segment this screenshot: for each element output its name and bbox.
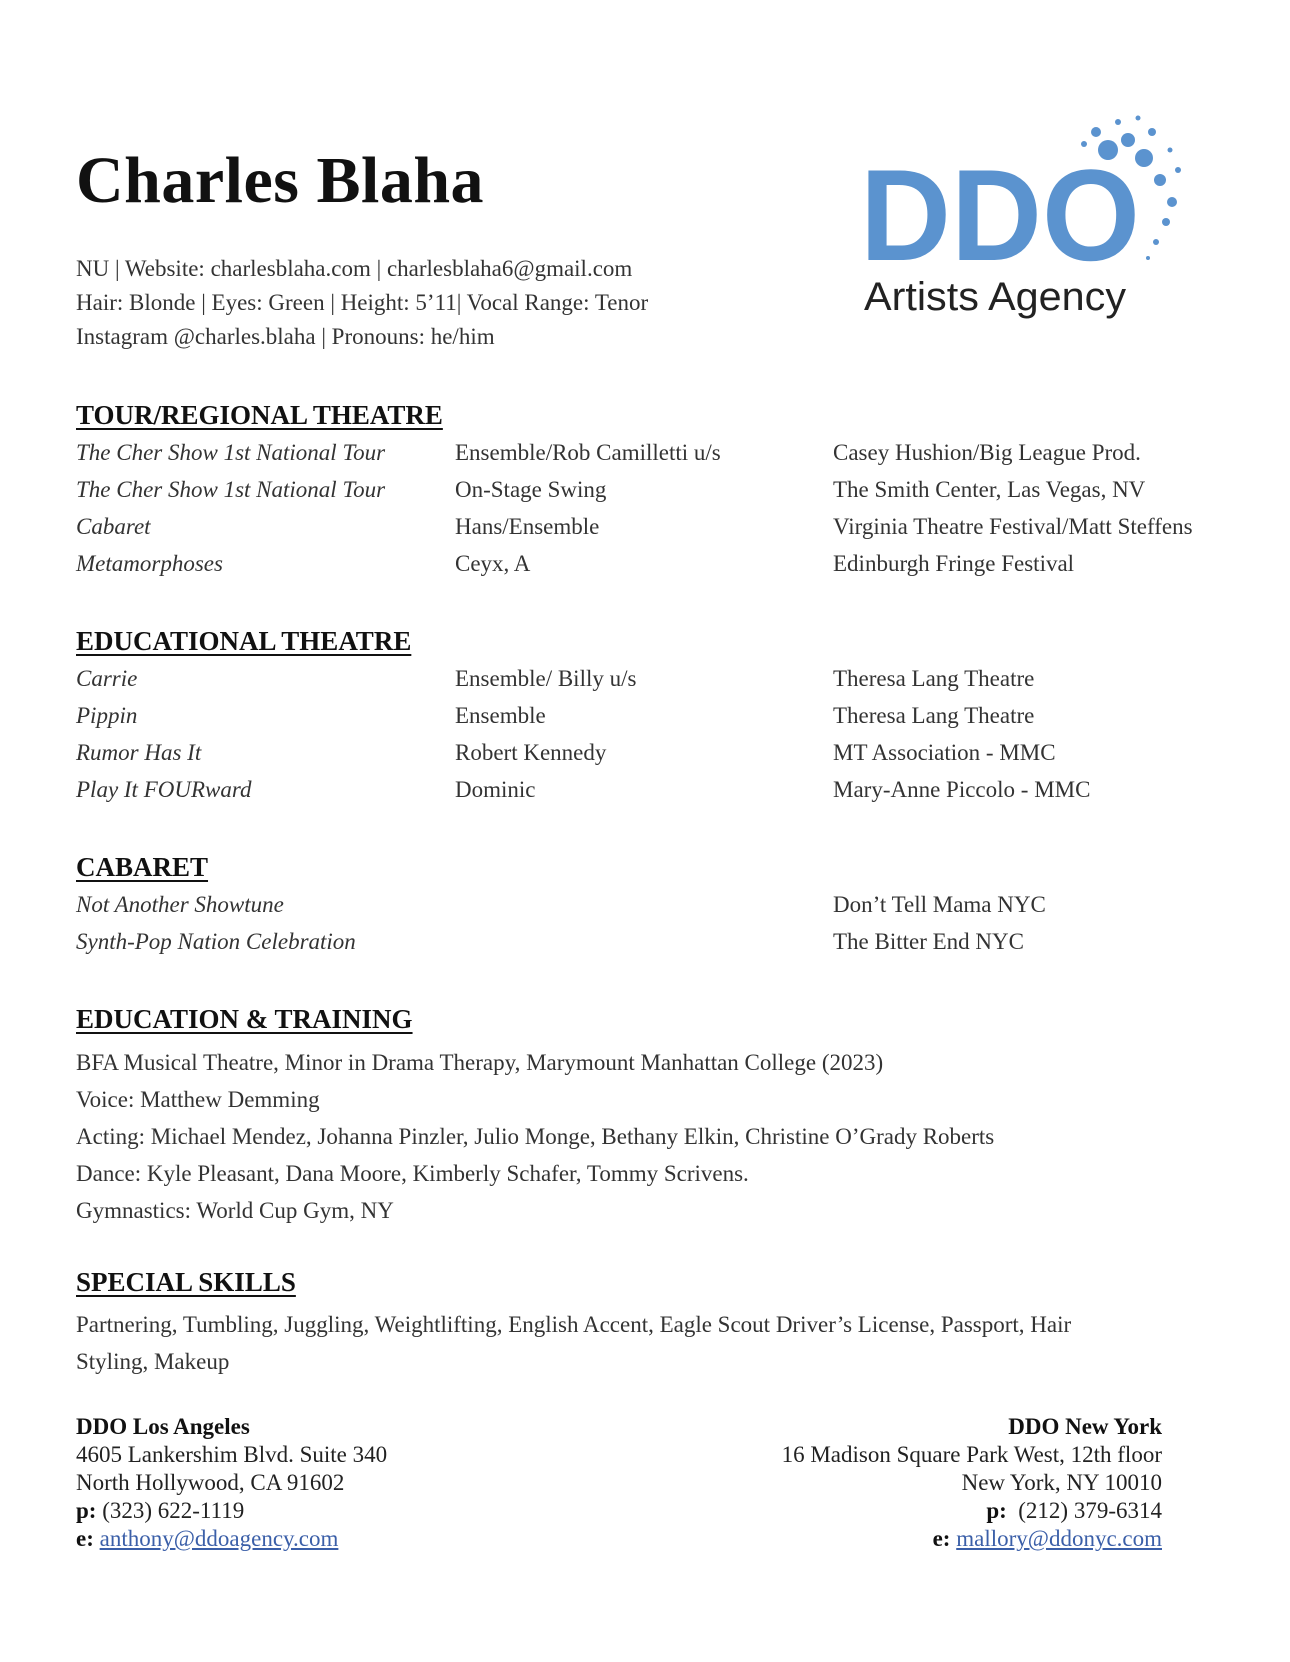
skills-line: Styling, Makeup	[76, 1349, 230, 1374]
section-title-education: EDUCATION & TRAINING	[76, 1004, 413, 1034]
education-line: Gymnastics: World Cup Gym, NY	[76, 1198, 394, 1223]
contact-line: NU | Website: charlesblaha.com | charlesblaha6@gmail.com	[76, 256, 633, 281]
education-line: Voice: Matthew Demming	[76, 1087, 320, 1112]
office-email-line	[782, 1525, 1162, 1553]
phone-label: p:	[76, 1498, 97, 1523]
office-name: DDO Los Angeles	[76, 1414, 250, 1439]
credit-row	[76, 892, 1246, 929]
cabaret-credits	[76, 892, 1246, 966]
footer-ny-office	[782, 1413, 1162, 1553]
section-title-skills: SPECIAL SKILLS	[76, 1267, 296, 1297]
credit-venue: Virginia Theatre Festival/Matt Steffens	[833, 514, 1193, 539]
credit-row	[76, 440, 1246, 477]
credit-row	[76, 929, 1246, 966]
credit-venue: MT Association - MMC	[833, 740, 1056, 765]
credit-venue: The Smith Center, Las Vegas, NV	[833, 477, 1146, 502]
office-phone: (323) 622-1119	[102, 1498, 245, 1523]
credit-show: The Cher Show 1st National Tour	[76, 477, 386, 502]
credit-show: Synth-Pop Nation Celebration	[76, 929, 356, 954]
credit-role: Hans/Ensemble	[455, 514, 600, 539]
office-email-link[interactable]: mallory@ddonyc.com	[956, 1526, 1162, 1551]
credit-role: Robert Kennedy	[455, 740, 607, 765]
office-name: DDO New York	[1008, 1414, 1162, 1439]
credit-row	[76, 740, 1246, 777]
credit-show: Carrie	[76, 666, 138, 691]
credit-venue: Mary-Anne Piccolo - MMC	[833, 777, 1091, 802]
education-line: BFA Musical Theatre, Minor in Drama Therapy, Marymount Manhattan College (2023)	[76, 1050, 884, 1075]
education-line: Acting: Michael Mendez, Johanna Pinzler, Julio Monge, Bethany Elkin, Christine O’Grady Roberts	[76, 1124, 995, 1149]
skills-line: Partnering, Tumbling, Juggling, Weightlifting, English Accent, Eagle Scout Driver’s License, Passport, Hair	[76, 1312, 1072, 1337]
credit-row	[76, 551, 1246, 588]
skills-text	[76, 1306, 1206, 1380]
office-phone-line	[782, 1497, 1162, 1525]
credit-venue: The Bitter End NYC	[833, 929, 1024, 954]
credit-role: Ensemble/ Billy u/s	[455, 666, 637, 691]
credit-role: Ensemble	[455, 703, 546, 728]
credit-show: The Cher Show 1st National Tour	[76, 440, 386, 465]
office-city: North Hollywood, CA 91602	[76, 1470, 345, 1495]
credit-show: Rumor Has It	[76, 740, 202, 765]
office-address: 16 Madison Square Park West, 12th floor	[781, 1442, 1162, 1467]
contact-info	[76, 252, 648, 354]
credit-show: Not Another Showtune	[76, 892, 284, 917]
email-label: e:	[932, 1526, 951, 1551]
credit-show: Pippin	[76, 703, 138, 728]
credit-role: Ensemble/Rob Camilletti u/s	[455, 440, 721, 465]
phone-label: p:	[986, 1498, 1007, 1523]
contact-line: Hair: Blonde | Eyes: Green | Height: 5’11| Vocal Range: Tenor	[76, 290, 649, 315]
section-title-educational: EDUCATIONAL THEATRE	[76, 626, 412, 656]
credit-row	[76, 777, 1246, 814]
credit-show: Cabaret	[76, 514, 151, 539]
credit-role: Ceyx, A	[455, 551, 531, 576]
credit-row	[76, 703, 1246, 740]
credit-row	[76, 514, 1246, 551]
section-title-cabaret: CABARET	[76, 852, 209, 882]
office-email-link[interactable]: anthony@ddoagency.com	[99, 1526, 339, 1551]
office-phone-line	[76, 1497, 387, 1525]
tour-credits	[76, 440, 1246, 588]
education-line: Dance: Kyle Pleasant, Dana Moore, Kimberly Schafer, Tommy Scrivens.	[76, 1161, 749, 1186]
logo-subtitle: Artists Agency	[864, 275, 1126, 319]
office-city: New York, NY 10010	[961, 1470, 1162, 1495]
credit-row	[76, 666, 1246, 703]
credit-role: Dominic	[455, 777, 536, 802]
ddo-agency-logo	[860, 110, 1190, 350]
office-email-line	[76, 1525, 387, 1553]
section-title-tour: TOUR/REGIONAL THEATRE	[76, 400, 443, 430]
credit-venue: Don’t Tell Mama NYC	[833, 892, 1046, 917]
email-label: e:	[76, 1526, 94, 1551]
credit-venue: Edinburgh Fringe Festival	[833, 551, 1075, 576]
logo-ddo-text: DDO	[860, 142, 1140, 288]
footer-la-office	[76, 1413, 387, 1553]
credit-role: On-Stage Swing	[455, 477, 607, 502]
credit-row	[76, 477, 1246, 514]
education-list	[76, 1044, 1206, 1229]
office-phone: (212) 379-6314	[1018, 1498, 1162, 1523]
credit-venue: Theresa Lang Theatre	[833, 703, 1035, 728]
educational-credits	[76, 666, 1246, 814]
credit-show: Metamorphoses	[76, 551, 223, 576]
contact-line: Instagram @charles.blaha | Pronouns: he/him	[76, 324, 495, 349]
resume-name: Charles Blaha	[76, 144, 485, 217]
credit-venue: Casey Hushion/Big League Prod.	[833, 440, 1141, 465]
office-address: 4605 Lankershim Blvd. Suite 340	[76, 1442, 388, 1467]
credit-show: Play It FOURward	[76, 777, 252, 802]
credit-venue: Theresa Lang Theatre	[833, 666, 1035, 691]
